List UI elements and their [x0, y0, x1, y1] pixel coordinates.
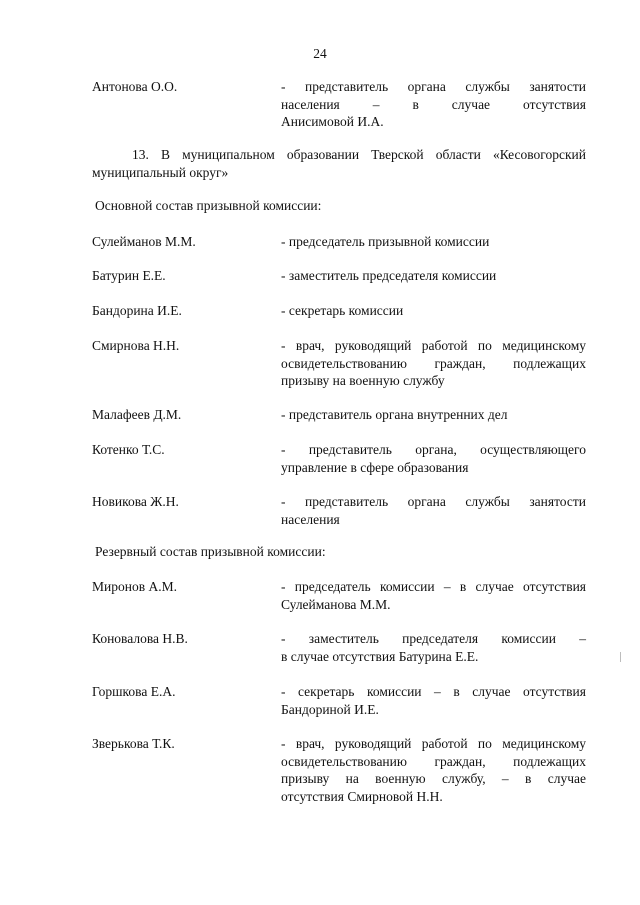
role-line: Сулейманова М.М.: [281, 596, 391, 612]
member-name: Котенко Т.С.: [92, 442, 165, 457]
member-role: [281, 78, 586, 131]
member-name: Батурин Е.Е.: [92, 268, 166, 283]
role-line: - заместитель председателя комиссии –: [281, 631, 586, 646]
role-line: Бандориной И.Е.: [281, 701, 379, 717]
role-line: Анисимовой И.А.: [281, 114, 384, 129]
reserve-composition-title: Резервный состав призывной комиссии:: [95, 544, 326, 559]
member-name: Сулейманов М.М.: [92, 234, 196, 249]
member-name: Антонова О.О.: [92, 79, 178, 94]
role-line: - председатель призывной комиссии: [281, 234, 490, 249]
member-role: [281, 578, 586, 613]
member-role: [281, 406, 586, 424]
scan-mark: [620, 652, 621, 662]
role-line: - врач, руководящий работой по медицинскому: [281, 736, 586, 751]
section-heading-line: 13. В муниципальном образовании Тверской области «Кесовогорский: [132, 147, 586, 162]
member-name: Коновалова Н.В.: [92, 631, 188, 646]
member-role: [281, 630, 586, 665]
member-name: Зверькова Т.К.: [92, 736, 175, 751]
member-name: Миронов А.М.: [92, 579, 177, 594]
member-role: [281, 267, 586, 285]
member-role: [281, 735, 586, 805]
section-heading: [92, 146, 586, 182]
role-line: призыву на военную службу, – в случае: [281, 771, 586, 786]
role-line: призыву на военную службу: [281, 373, 445, 388]
section-heading-line: муниципальный округ»: [92, 165, 229, 180]
member-role: [281, 233, 586, 251]
role-line: - представитель органа внутренних дел: [281, 407, 508, 422]
role-line: - заместитель председателя комиссии: [281, 268, 497, 283]
member-role: [281, 493, 586, 528]
member-name: Горшкова Е.А.: [92, 684, 176, 699]
role-line: - секретарь комиссии – в случае отсутствия: [281, 684, 586, 699]
member-name: Смирнова Н.Н.: [92, 338, 180, 353]
page-number: 24: [313, 46, 327, 61]
role-line: населения: [281, 511, 340, 527]
main-composition-title: Основной состав призывной комиссии:: [95, 198, 322, 213]
role-line: - врач, руководящий работой по медицинскому: [281, 338, 586, 353]
role-line: - секретарь комиссии: [281, 303, 404, 318]
member-role: [281, 337, 586, 390]
member-role: [281, 683, 586, 718]
member-name: Бандорина И.Е.: [92, 303, 182, 318]
role-line: - представитель органа службы занятости: [281, 79, 586, 94]
role-line: в случае отсутствия Батурина Е.Е.: [281, 648, 479, 664]
role-line: отсутствия Смирновой Н.Н.: [281, 788, 443, 804]
role-line: управление в сфере образования: [281, 459, 469, 475]
role-line: освидетельствованию граждан, подлежащих: [281, 753, 586, 769]
role-line: - представитель органа, осуществляющего: [281, 442, 586, 457]
role-line: - представитель органа службы занятости: [281, 494, 586, 509]
member-name: Новикова Ж.Н.: [92, 494, 179, 509]
role-line: населения – в случае отсутствия: [281, 96, 586, 112]
member-name: Малафеев Д.М.: [92, 407, 182, 422]
member-role: [281, 302, 586, 320]
role-line: - председатель комиссии – в случае отсутствия: [281, 579, 586, 594]
member-role: [281, 441, 586, 476]
role-line: освидетельствованию граждан, подлежащих: [281, 355, 586, 371]
